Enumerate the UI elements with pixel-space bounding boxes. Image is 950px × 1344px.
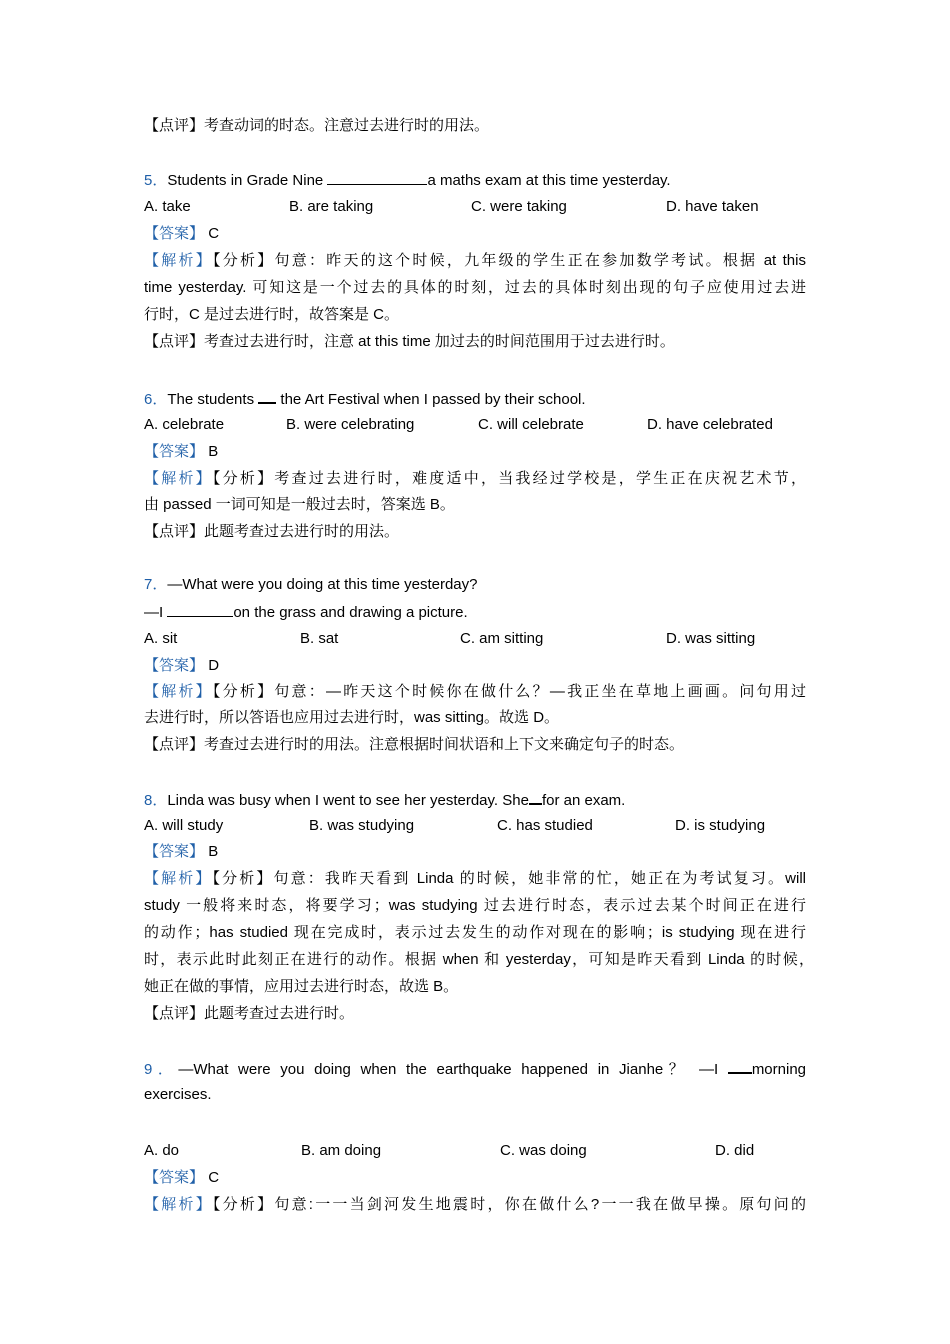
stem-text: —What were you doing when the earthquake happened in Jianhe？ —I <box>178 1061 728 1078</box>
analysis-line <box>144 1195 806 1215</box>
option-a: A. take <box>144 198 191 215</box>
answer-label: 【答案】 <box>144 443 205 460</box>
question-number: 8． <box>144 792 168 809</box>
analysis-label: 【解析】 <box>144 1196 213 1213</box>
option-d: D. have celebrated <box>647 416 773 433</box>
option-a: A. will study <box>144 817 224 834</box>
question-7-response <box>144 602 468 623</box>
option-d: D. was sitting <box>666 630 756 647</box>
analysis-text: 【分析】句意：—昨天这个时候你在做什么？—我正坐在草地上画画。问句用过 <box>212 683 806 700</box>
answer-value: B <box>208 843 219 860</box>
answer-value: B <box>208 443 219 460</box>
question-number: 6． <box>144 391 168 408</box>
answer-blank <box>167 602 233 617</box>
option-c: C. was doing <box>500 1142 587 1159</box>
option-d: D. did <box>715 1142 755 1159</box>
option-b: B. are taking <box>289 198 374 215</box>
analysis-label: 【解析】 <box>144 683 213 700</box>
question-8-stem <box>144 789 625 811</box>
analysis-line: 时，表示此时此刻正在进行的动作。根据 when 和 yesterday，可知是昨天看到 Linda 的时候， <box>144 951 814 968</box>
option-d: D. is studying <box>675 817 766 834</box>
stem-text: exercises. <box>144 1086 212 1103</box>
analysis-text: 【分析】句意：我昨天看到 Linda 的时候，她非常的忙，她正在为考试复习。will <box>212 870 806 887</box>
option-a: A. do <box>144 1142 180 1159</box>
review-text: 【点评】考查过去进行时，注意 at this time 加过去的时间范围用于过去进行时。 <box>144 333 675 350</box>
analysis-line <box>144 869 806 889</box>
answer-line <box>144 842 218 862</box>
option-d: D. have taken <box>666 198 759 215</box>
option-c: C. am sitting <box>460 630 544 647</box>
stem-text: Linda was busy when I went to see her yesterday. She <box>167 792 529 809</box>
analysis-text: 【分析】句意:一一当剑河发生地震时，你在做什么?一一我在做早操。原句问的 <box>212 1196 806 1213</box>
stem-text: on the grass and drawing a picture. <box>233 604 468 621</box>
stem-text: Students in Grade Nine <box>167 172 328 189</box>
answer-line <box>144 224 219 244</box>
option-b: B. was studying <box>309 817 415 834</box>
question-7-stem <box>144 575 478 595</box>
analysis-line: 去进行时，所以答语也应用过去进行时，was sitting。故选 D。 <box>144 709 560 726</box>
analysis-label: 【解析】 <box>144 252 213 269</box>
option-a: A. sit <box>144 630 178 647</box>
analysis-line: time yesterday. 可知这是一个过去的具体的时刻，过去的具体时刻出现的句子应使用过去进 <box>144 279 806 296</box>
answer-value: D <box>208 657 220 674</box>
stem-text: —What were you doing at this time yesterday? <box>167 576 478 593</box>
stem-text: —I <box>144 604 168 621</box>
option-c: C. will celebrate <box>478 416 584 433</box>
answer-blank <box>728 1058 752 1074</box>
stem-text: for an exam. <box>541 792 626 809</box>
answer-label: 【答案】 <box>144 657 205 674</box>
stem-text: a maths exam at this time yesterday. <box>427 172 671 189</box>
answer-blank <box>529 789 542 805</box>
analysis-line <box>144 469 806 489</box>
question-number: 5． <box>144 172 168 189</box>
option-b: B. am doing <box>301 1142 382 1159</box>
review-text: 【点评】考查过去进行时的用法。注意根据时间状语和上下文来确定句子的时态。 <box>144 736 685 753</box>
question-5-stem <box>144 170 671 191</box>
option-b: B. sat <box>300 630 339 647</box>
question-number: 9． <box>144 1061 179 1078</box>
option-a: A. celebrate <box>144 416 225 433</box>
analysis-line <box>144 682 806 702</box>
review-text: 【点评】此题考查过去进行时。 <box>144 1005 355 1022</box>
analysis-label: 【解析】 <box>144 470 213 487</box>
answer-blank <box>327 170 427 185</box>
stem-text: the Art Festival when I passed by their school. <box>276 391 586 408</box>
option-c: C. were taking <box>471 198 567 215</box>
analysis-text: 【分析】考查过去进行时，难度适中，当我经过学校是，学生正在庆祝艺术节， <box>212 470 806 487</box>
answer-value: C <box>208 1169 220 1186</box>
question-number: 7． <box>144 576 168 593</box>
analysis-line: 她正在做的事情，应用过去进行时态，故选 B。 <box>144 978 459 995</box>
analysis-line: 行时，C 是过去进行时，故答案是 C。 <box>144 306 400 323</box>
answer-label: 【答案】 <box>144 1169 205 1186</box>
analysis-line: study 一般将来时态，将要学习；was studying 过去进行时态，表示过去某个时间正在进行 <box>144 897 806 914</box>
answer-value: C <box>208 225 220 242</box>
answer-blank <box>258 388 276 404</box>
stem-text: The students <box>167 391 259 408</box>
option-b: B. were celebrating <box>286 416 415 433</box>
analysis-label: 【解析】 <box>144 870 213 887</box>
question-6-stem <box>144 388 586 410</box>
answer-line <box>144 1168 219 1188</box>
review-text: 【点评】考查动词的时态。注意过去进行时的用法。 <box>144 117 490 134</box>
question-9-stem <box>144 1058 806 1080</box>
option-c: C. has studied <box>497 817 593 834</box>
analysis-line: 由 passed 一词可知是一般过去时，答案选 B。 <box>144 496 455 513</box>
answer-label: 【答案】 <box>144 225 205 242</box>
answer-line <box>144 442 218 462</box>
answer-line <box>144 656 219 676</box>
answer-label: 【答案】 <box>144 843 205 860</box>
stem-text: morning <box>751 1061 807 1078</box>
analysis-line: 的动作；has studied 现在完成时，表示过去发生的动作对现在的影响；is studying 现在进行 <box>144 924 806 941</box>
analysis-line <box>144 251 806 271</box>
review-text: 【点评】此题考查过去进行时的用法。 <box>144 523 400 540</box>
analysis-text: 【分析】句意：昨天的这个时候，九年级的学生正在参加数学考试。根据 at this <box>212 252 806 269</box>
